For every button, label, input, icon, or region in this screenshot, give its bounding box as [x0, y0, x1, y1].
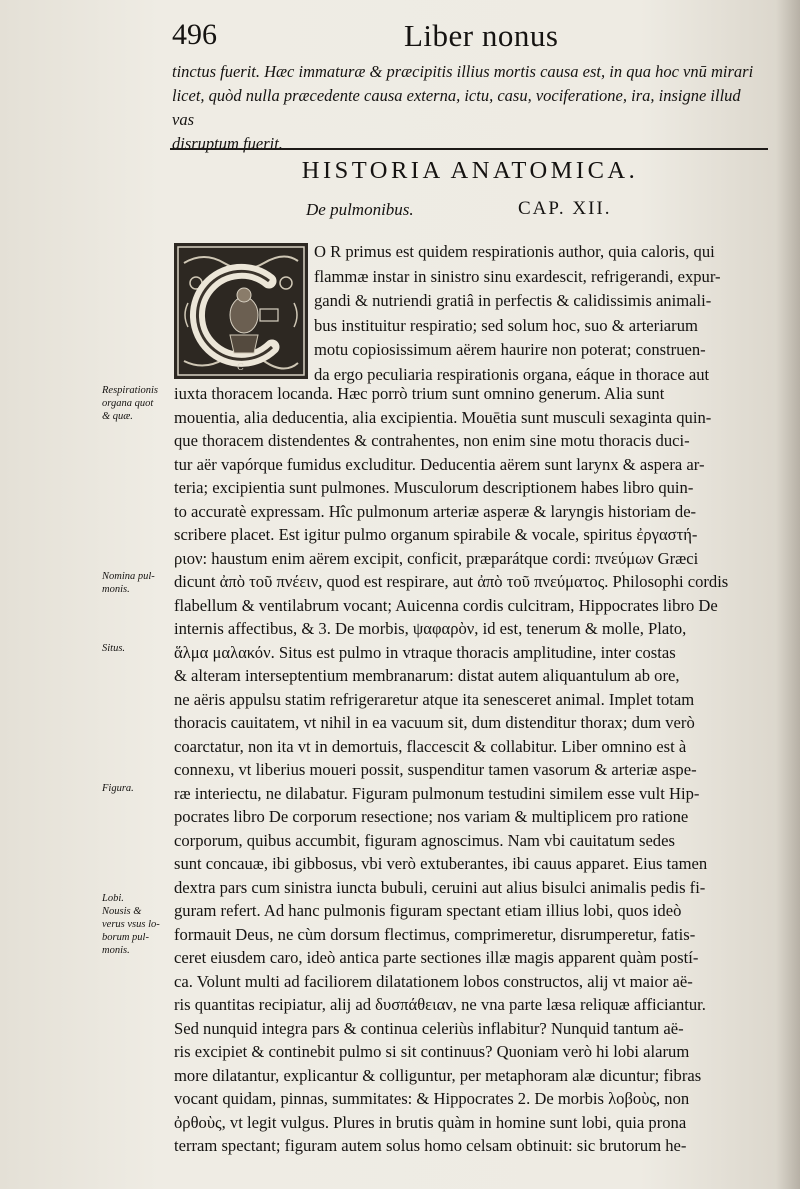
text-line: internis affectibus, & 3. De morbis, ψαφαρὸν, id est, tenerum & molle, Plato,: [174, 619, 687, 638]
text-line: Sed nunquid integra pars & continua celeriùs inflabitur? Nunquid tantum aë-: [174, 1018, 684, 1038]
text-line: que thoracem distendentes & contrahentes, non enim sine motu thoracis duci-: [174, 431, 690, 450]
margin-note-line: & quæ.: [102, 411, 133, 422]
text-line: tur aër vapórque fumidus excluditur. Deducentia aërem sunt larynx & aspera ar-: [174, 454, 705, 474]
text-line: to accuratè expressam. Hîc pulmonum arteriæ asperæ & laryngis historiam de-: [174, 501, 697, 521]
section-divider: [170, 148, 768, 150]
section-title: HISTORIA ANATOMICA.: [301, 157, 639, 184]
text-line: mouentia, alia deducentia, alia excipientia. Mouētia sunt musculi sexaginta quin-: [174, 407, 712, 427]
text-line: flammæ instar in sinistro sinu exardescit, refrigerandi, expur-: [314, 266, 721, 286]
text-line: disruptum fuerit.: [172, 134, 283, 153]
chapter-subtitle: De pulmonibus.: [306, 200, 414, 219]
text-line: bus instituitur respiratio; sed solum hoc, suo & arteriarum: [314, 315, 698, 335]
margin-note-line: monis.: [102, 945, 130, 956]
margin-note-line: Lobi.: [102, 893, 124, 904]
text-line: more dilatantur, explicantur & colliguntur, per metaphoram alæ dicuntur; fibras: [174, 1065, 702, 1085]
decorated-initial-c: [174, 243, 308, 379]
margin-note-respiration-organs: [102, 384, 172, 423]
text-line: ca. Volunt multi ad faciliorem dilatationem lobos constructos, alij vt maior aë-: [174, 971, 693, 991]
text-line: ὀρθοὺς, vt legit vulgus. Plures in brutis quàm in homine sunt lobi, quia prona: [174, 1112, 687, 1132]
margin-note-line: Nousis &: [102, 906, 142, 917]
text-line: formauit Deus, ne cùm dorsum flectimus, comprimeretur, disrumperetur, fatis-: [174, 924, 696, 944]
text-line: ριον: haustum enim aërem excipit, conficit, præparátque cordi: πνεύμων Græci: [174, 548, 699, 568]
text-line: tinctus fuerit. Hæc immaturæ & præcipitis illius mortis causa est, in qua hoc vnū mirari: [172, 62, 754, 81]
text-line: teria; excipientia sunt pulmones. Musculorum descriptionem habes libro quin-: [174, 478, 694, 497]
text-line: ceret eiusdem caro, ideò antica parte sectiones illæ magis apparent quàm postí-: [174, 948, 699, 967]
margin-note-line: monis.: [102, 584, 130, 595]
margin-note-line: verus vsus lo-: [102, 919, 160, 930]
text-line: & alteram interseptentium membranarum: distat autem aliquantulum ab ore,: [174, 666, 680, 685]
text-line: scribere placet. Est igitur pulmo organum spirabile & vocale, spiritus ἐργαστή-: [174, 525, 698, 544]
drop-cap-letter: C: [237, 363, 244, 373]
margin-note-lobes: [102, 892, 172, 957]
text-line: motu copiosissimum aërem haurire non poterat; construen-: [314, 340, 706, 360]
page-edge-shadow: [776, 0, 800, 1189]
text-line: iuxta thoracem locanda. Hæc porrò trium sunt omnino generum. Alia sunt: [174, 384, 665, 403]
margin-note-line: Situs.: [102, 643, 126, 654]
text-line: terram spectant; figuram autem solus homo celsam obtinuit: sic brutorum he-: [174, 1136, 687, 1155]
text-line: gandi & nutriendi gratiâ in perfectis & calidissimis animali-: [314, 291, 712, 311]
text-line: O R primus est quidem respirationis author, quia caloris, qui: [314, 242, 715, 261]
text-line: ἅλμα μαλακόν. Situs est pulmo in vtraque thoracis amplitudine, inter costas: [174, 642, 676, 662]
text-line: dicunt ἀπὸ τοῦ πνέειν, quod est respirare, aut ἀπὸ τοῦ πνεύματος. Philosophi cordis: [174, 572, 729, 591]
margin-note-line: Nomina pul-: [102, 571, 155, 582]
margin-note-line: Figura.: [102, 783, 134, 794]
opening-paragraph: [314, 242, 769, 390]
margin-note-line: Respirationis: [102, 385, 159, 396]
page-header: [172, 18, 732, 60]
text-line: flabellum & ventilabrum vocant; Auicenna cordis culcitram, Hippocrates libro De: [174, 595, 718, 615]
text-line: thoracis cauitatem, vt nihil in ea vacuum sit, dum distenditur thorax; dum verò: [174, 713, 695, 732]
page-number: 496: [172, 18, 217, 51]
text-line: corporum, quibus accumbit, figuram agnoscimus. Nam vbi cauitatum sedes: [174, 830, 675, 850]
text-line: da ergo peculiaria respirationis organa, eáque in thorace aut: [314, 364, 710, 384]
running-title: Liber nonus: [404, 18, 559, 53]
body-text: [174, 384, 769, 1160]
text-line: connexu, vt liberius moueri possit, suspenditur tamen vasorum & arteriæ aspe-: [174, 760, 697, 779]
text-line: ris excipiet & continebit pulmo si sit continuus? Quoniam verò hi lobi alarum: [174, 1042, 690, 1061]
text-line: dextra pars cum sinistra iuncta bubuli, ceruini aut alius bisulci animalis pedis fi-: [174, 877, 706, 897]
margin-note-situs: [102, 642, 172, 655]
text-line: pocrates libro De corporum resectione; nos variam & multiplicem pro ratione: [174, 807, 689, 826]
text-line: ris quantitas recipiatur, alij ad δυσπάθειαν, ne vna parte læsa reliquæ afficiantur.: [174, 995, 706, 1014]
text-line: vocant quidam, pinnas, summitates: & Hippocrates 2. De morbis λοβοὺς, non: [174, 1089, 690, 1108]
text-line: ræ interiectu, ne dilabatur. Figuram pulmonum testudini similem esse vult Hip-: [174, 783, 700, 803]
text-line: sunt concauæ, ibi gibbosus, vbi verò extuberantes, ibi cauus apparet. Eius tamen: [174, 854, 708, 873]
chapter-number: CAP. XII.: [518, 198, 612, 219]
margin-note-figura: [102, 782, 172, 795]
previous-chapter-text: [172, 60, 764, 156]
text-line: licet, quòd nulla præcedente causa externa, ictu, casu, vociferatione, ira, insigne illud vas: [172, 86, 741, 129]
text-line: coarctatur, non ita vt in demortuis, flaccescit & collabitur. Liber omnino est à: [174, 736, 687, 756]
text-line: ne aëris appulsu statim refrigeraretur atque ita senesceret animal. Implet totam: [174, 689, 695, 709]
text-line: guram refert. Ad hanc pulmonis figuram spectant etiam illius lobi, quos ideò: [174, 901, 682, 920]
margin-note-line: borum pul-: [102, 932, 149, 943]
margin-note-line: organa quot: [102, 398, 154, 409]
margin-note-lung-names: [102, 570, 172, 596]
